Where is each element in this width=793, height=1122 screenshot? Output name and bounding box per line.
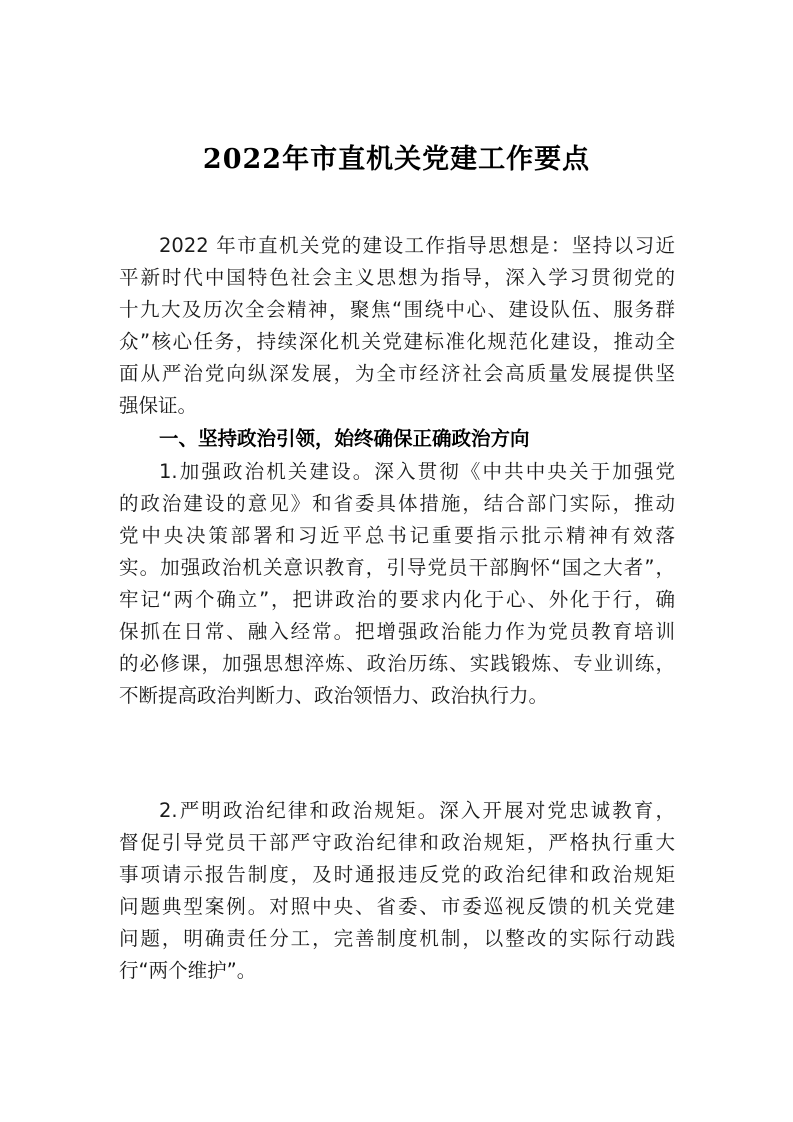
item-1-line: 不断提高政治判断力、政治领悟力、政治执行力。 [119, 684, 549, 707]
item-1-line: 牢记“两个确立”，把讲政治的要求内化于心、外化于行，确 [119, 588, 675, 611]
item-2-line: 督促引导党员干部严守政治纪律和政治规矩，严格执行重大 [119, 831, 675, 854]
section-heading: 一、坚持政治引领，始终确保正确政治方向 [159, 427, 530, 450]
intro-line: 十九大及历次全会精神，聚焦“围绕中心、建设队伍、服务群 [119, 298, 675, 321]
document-title: 2022年市直机关党建工作要点 [202, 144, 591, 175]
item-1-line: 的政治建设的意见》和省委具体措施，结合部门实际，推动 [119, 492, 675, 515]
item-2-line: 行“两个维护”。 [119, 959, 257, 982]
intro-line: 2022 年市直机关党的建设工作指导思想是：坚持以习近 [159, 234, 675, 257]
item-2-line: 事项请示报告制度，及时通报违反党的政治纪律和政治规矩 [119, 863, 675, 886]
intro-line: 面从严治党向纵深发展，为全市经济社会高质量发展提供坚 [119, 362, 675, 385]
item-1-line: 1.加强政治机关建设。深入贯彻《中共中央关于加强党 [159, 460, 675, 483]
item-2-line: 2.严明政治纪律和政治规矩。深入开展对党忠诚教育， [159, 799, 675, 822]
item-1-line: 实。加强政治机关意识教育，引导党员干部胸怀“国之大者”， [119, 556, 675, 579]
intro-line: 众”核心任务，持续深化机关党建标准化规范化建设，推动全 [119, 330, 675, 353]
intro-line: 强保证。 [119, 394, 198, 417]
item-1-line: 党中央决策部署和习近平总书记重要指示批示精神有效落 [119, 524, 675, 547]
intro-line: 平新时代中国特色社会主义思想为指导，深入学习贯彻党的 [119, 266, 675, 289]
item-2-line: 问题，明确责任分工，完善制度机制，以整改的实际行动践 [119, 927, 675, 950]
item-1-line: 保抓在日常、融入经常。把增强政治能力作为党员教育培训 [119, 620, 675, 643]
item-2-line: 问题典型案例。对照中央、省委、市委巡视反馈的机关党建 [119, 895, 675, 918]
item-1-line: 的必修课，加强思想淬炼、政治历练、实践锻炼、专业训练， [119, 652, 675, 675]
